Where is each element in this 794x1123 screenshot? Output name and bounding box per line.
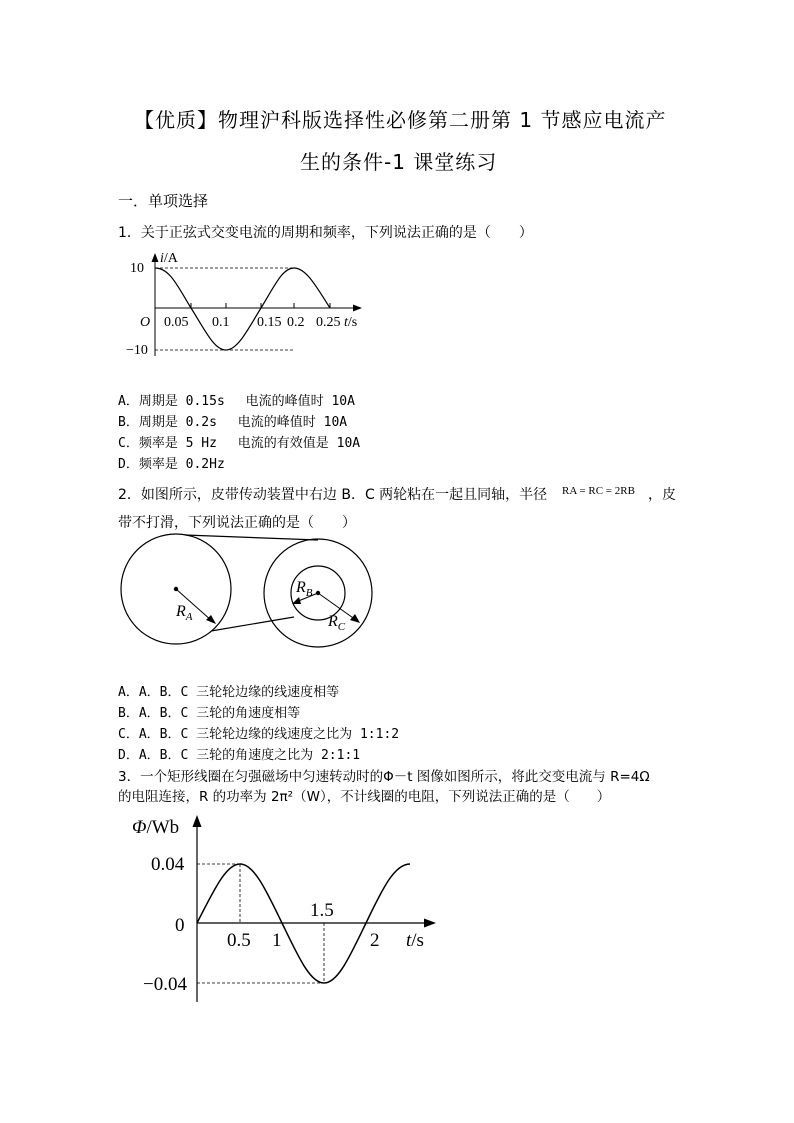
q3-xtick-0: 0.5 (227, 930, 251, 951)
q1-xtick-0: 0.05 (164, 315, 189, 330)
q1-ytick-top: 10 (130, 261, 144, 276)
q3-ytick-zero: 0 (175, 915, 185, 936)
section-heading: 一．单项选择 (118, 192, 209, 210)
q2-option-d: D．A．B．C 三轮的角速度之比为 2:1:1 (118, 748, 361, 763)
title-line-2: 生的条件-1 课堂练习 (300, 150, 498, 174)
q2-stem-a: 2．如图所示，皮带传动装置中右边 B．C 两轮粘在一起且同轴，半径 (118, 487, 548, 503)
q1-xtick-3: 0.2 (287, 315, 305, 330)
q1-xlabel: t/s (344, 315, 358, 330)
q3-ylabel: Φ/Wb (132, 817, 180, 838)
q1-option-a: A．周期是 0.15s 电流的峰值时 10A (118, 394, 355, 409)
label-rb: $R_B$ (296, 579, 313, 599)
q1-option-b: B．周期是 0.2s 电流的峰值时 10A (118, 415, 348, 430)
q2-stem-b: ，皮 (648, 487, 676, 503)
q1-origin: O (140, 315, 151, 330)
q3-ytick-top: 0.04 (151, 854, 185, 875)
q2-option-c: C．A．B．C 三轮轮边缘的线速度之比为 1:1:2 (118, 727, 400, 742)
q3-xlabel: t/s (406, 930, 424, 951)
q3-xtick-3: 2 (370, 930, 380, 951)
q2-formula: RA = RC = 2RB (562, 485, 635, 497)
q1-xtick-1: 0.1 (212, 315, 230, 330)
q2-stem-c: 带不打滑，下列说法正确的是（ ） (118, 515, 356, 531)
q3-stem-b: 的电阻连接，R 的功率为 2π²（W），不计线圈的电阻，下列说法正确的是（ ） (118, 789, 611, 805)
label-ra: $R_A$ (176, 603, 193, 623)
title-line-1: 【优质】物理沪科版选择性必修第二册第 1 节感应电流产 (134, 108, 667, 132)
q1-option-c: C．频率是 5 Hz 电流的有效值是 10A (118, 436, 361, 451)
q1-option-d: D．频率是 0.2Hz (118, 457, 225, 472)
q2-option-a: A．A．B．C 三轮轮边缘的线速度相等 (118, 685, 340, 700)
q3-stem-a: 3．一个矩形线圈在匀强磁场中匀速转动时的Φ－t 图像如图所示，将此交变电流与 R=4Ω (118, 769, 650, 785)
q1-ytick-bottom: −10 (126, 343, 148, 358)
q3-xtick-2: 1.5 (310, 900, 334, 921)
q1-ylabel: i/A (160, 251, 178, 266)
q3-ytick-bottom: −0.04 (143, 974, 187, 995)
q1-xtick-2: 0.15 (257, 315, 282, 330)
label-rc: $R_C$ (328, 613, 346, 633)
q2-option-b: B．A．B．C 三轮的角速度相等 (118, 706, 301, 721)
q1-xtick-4: 0.25 (316, 315, 341, 330)
q1-stem: 1．关于正弦式交变电流的周期和频率，下列说法正确的是（ ） (118, 225, 533, 241)
q3-xtick-1: 1 (272, 930, 282, 951)
